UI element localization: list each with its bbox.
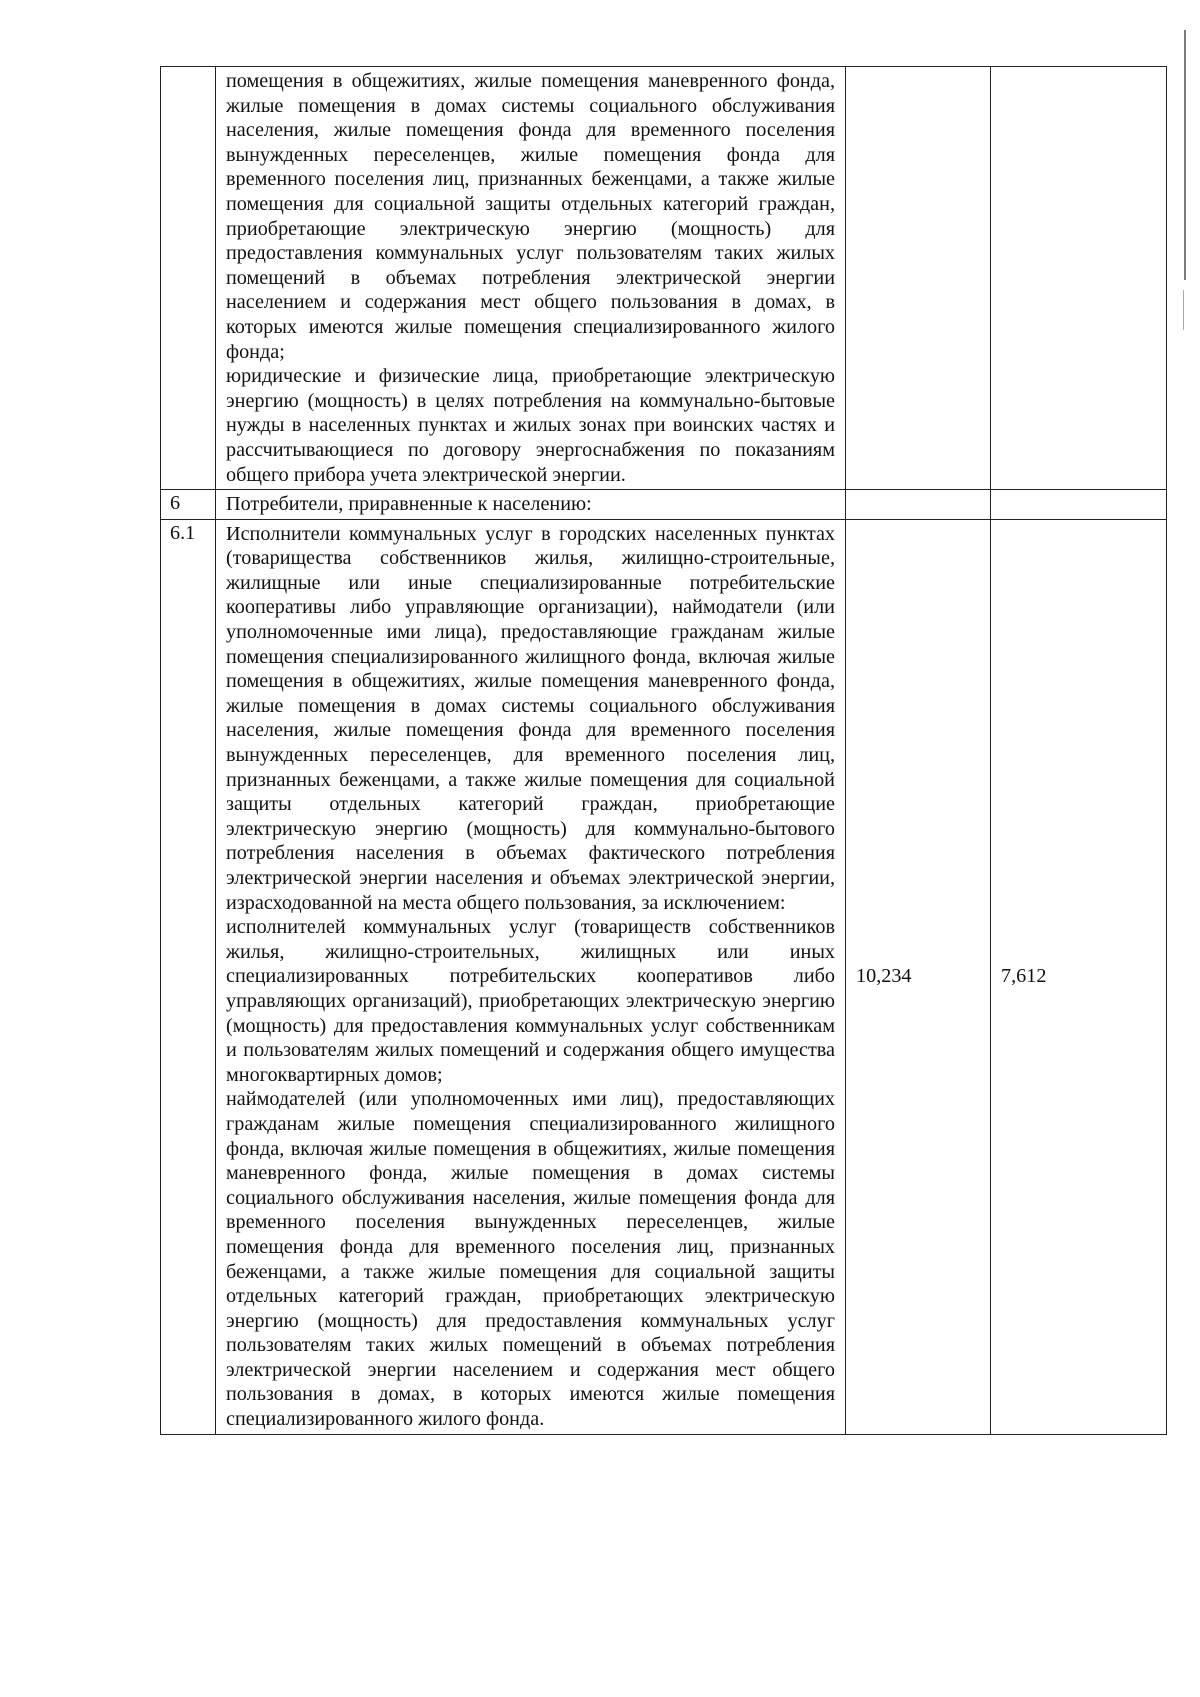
row-number: 6.1: [161, 519, 216, 1434]
table-row: [161, 490, 1167, 520]
scan-edge-mark-small: [1183, 290, 1184, 330]
paragraph: Исполнители коммунальных услуг в городских населенных пунктах (товарищества собственников жилья, жилищно-строительные, жилищные или иные специализированные потребительские кооперативы либо управляющие организации), наймодатели (или уполномоченные ими лица), предоставляющие гражданам жилые помещения специализированного жилищного фонда, включая жилые помещения в общежитиях, жилые помещения маневренного фонда, жилые помещения в домах системы социального обслуживания населения, жилые помещения фонда для временного поселения вынужденных переселенцев, для временного поселения лиц, признанных беженцами, а также жилые помещения для социальной защиты отдельных категорий граждан, приобретающие электрическую энергию (мощность) для коммунально-бытового потребления населения в объемах фактического потребления электрической энергии населения и объемах электрической энергии, израсходованной на места общего пользования, за исключением:: [226, 522, 835, 914]
tariff-table: [160, 66, 1167, 1435]
row-description: [216, 67, 846, 490]
paragraph: юридические и физические лица, приобретающие электрическую энергию (мощность) в целях потребления на коммунально-бытовые нужды в населенных пунктах и жилых зонах при воинских частях и рассчитывающиеся по договору энергоснабжения по показаниям общего прибора учета электрической энергии.: [226, 365, 835, 486]
paragraph: Потребители, приравненные к населению:: [226, 493, 592, 516]
row-value-1: 10,234: [846, 519, 991, 1434]
row-value-1: [846, 67, 991, 490]
paragraph: исполнителей коммунальных услуг (товариществ собственников жилья, жилищно-строительных, жилищных или иных специализированных потребительских кооперативов либо управляющих организаций), приобретающих электрическую энергию (мощность) для предоставления коммунальных услуг собственникам и пользователям жилых помещений и содержания общего имущества многоквартирных домов;: [226, 916, 835, 1086]
paragraph: наймодателей (или уполномоченных ими лиц), предоставляющих гражданам жилые помещения специализированного жилищного фонда, включая жилые помещения в общежитиях, жилые помещения маневренного фонда, жилые помещения в домах системы социального обслуживания населения, жилые помещения фонда для временного поселения вынужденных переселенцев, жилые помещения фонда для временного поселения лиц, признанных беженцами, а также жилые помещения для социальной защиты отдельных категорий граждан, приобретающих электрическую энергию (мощность) для предоставления коммунальных услуг пользователям таких жилых помещений в объемах потребления электрической энергии населением и содержания мест общего пользования в домах, в которых имеются жилые помещения специализированного жилого фонда.: [226, 1088, 835, 1431]
row-value-2: 7,612: [991, 519, 1167, 1434]
row-description: [216, 519, 846, 1434]
row-number: 6: [161, 490, 216, 520]
paragraph: помещения в общежитиях, жилые помещения маневренного фонда, жилые помещения в домах системы социального обслуживания населения, жилые помещения фонда для временного поселения вынужденных переселенцев, жилые помещения фонда для временного поселения лиц, признанных беженцами, а также жилые помещения для социальной защиты отдельных категорий граждан, приобретающие электрическую энергию (мощность) для предоставления коммунальных услуг пользователям таких жилых помещений в объемах потребления электрической энергии населением и содержания мест общего пользования в домах, в которых имеются жилые помещения специализированного жилого фонда;: [226, 70, 835, 363]
row-value-2: [991, 67, 1167, 490]
table-row: [161, 519, 1167, 1434]
row-value-1: [846, 490, 991, 520]
table-row: [161, 67, 1167, 490]
row-number: [161, 67, 216, 490]
row-value-2: [991, 490, 1167, 520]
row-description: [216, 490, 846, 520]
scan-edge-mark: [1184, 30, 1186, 280]
